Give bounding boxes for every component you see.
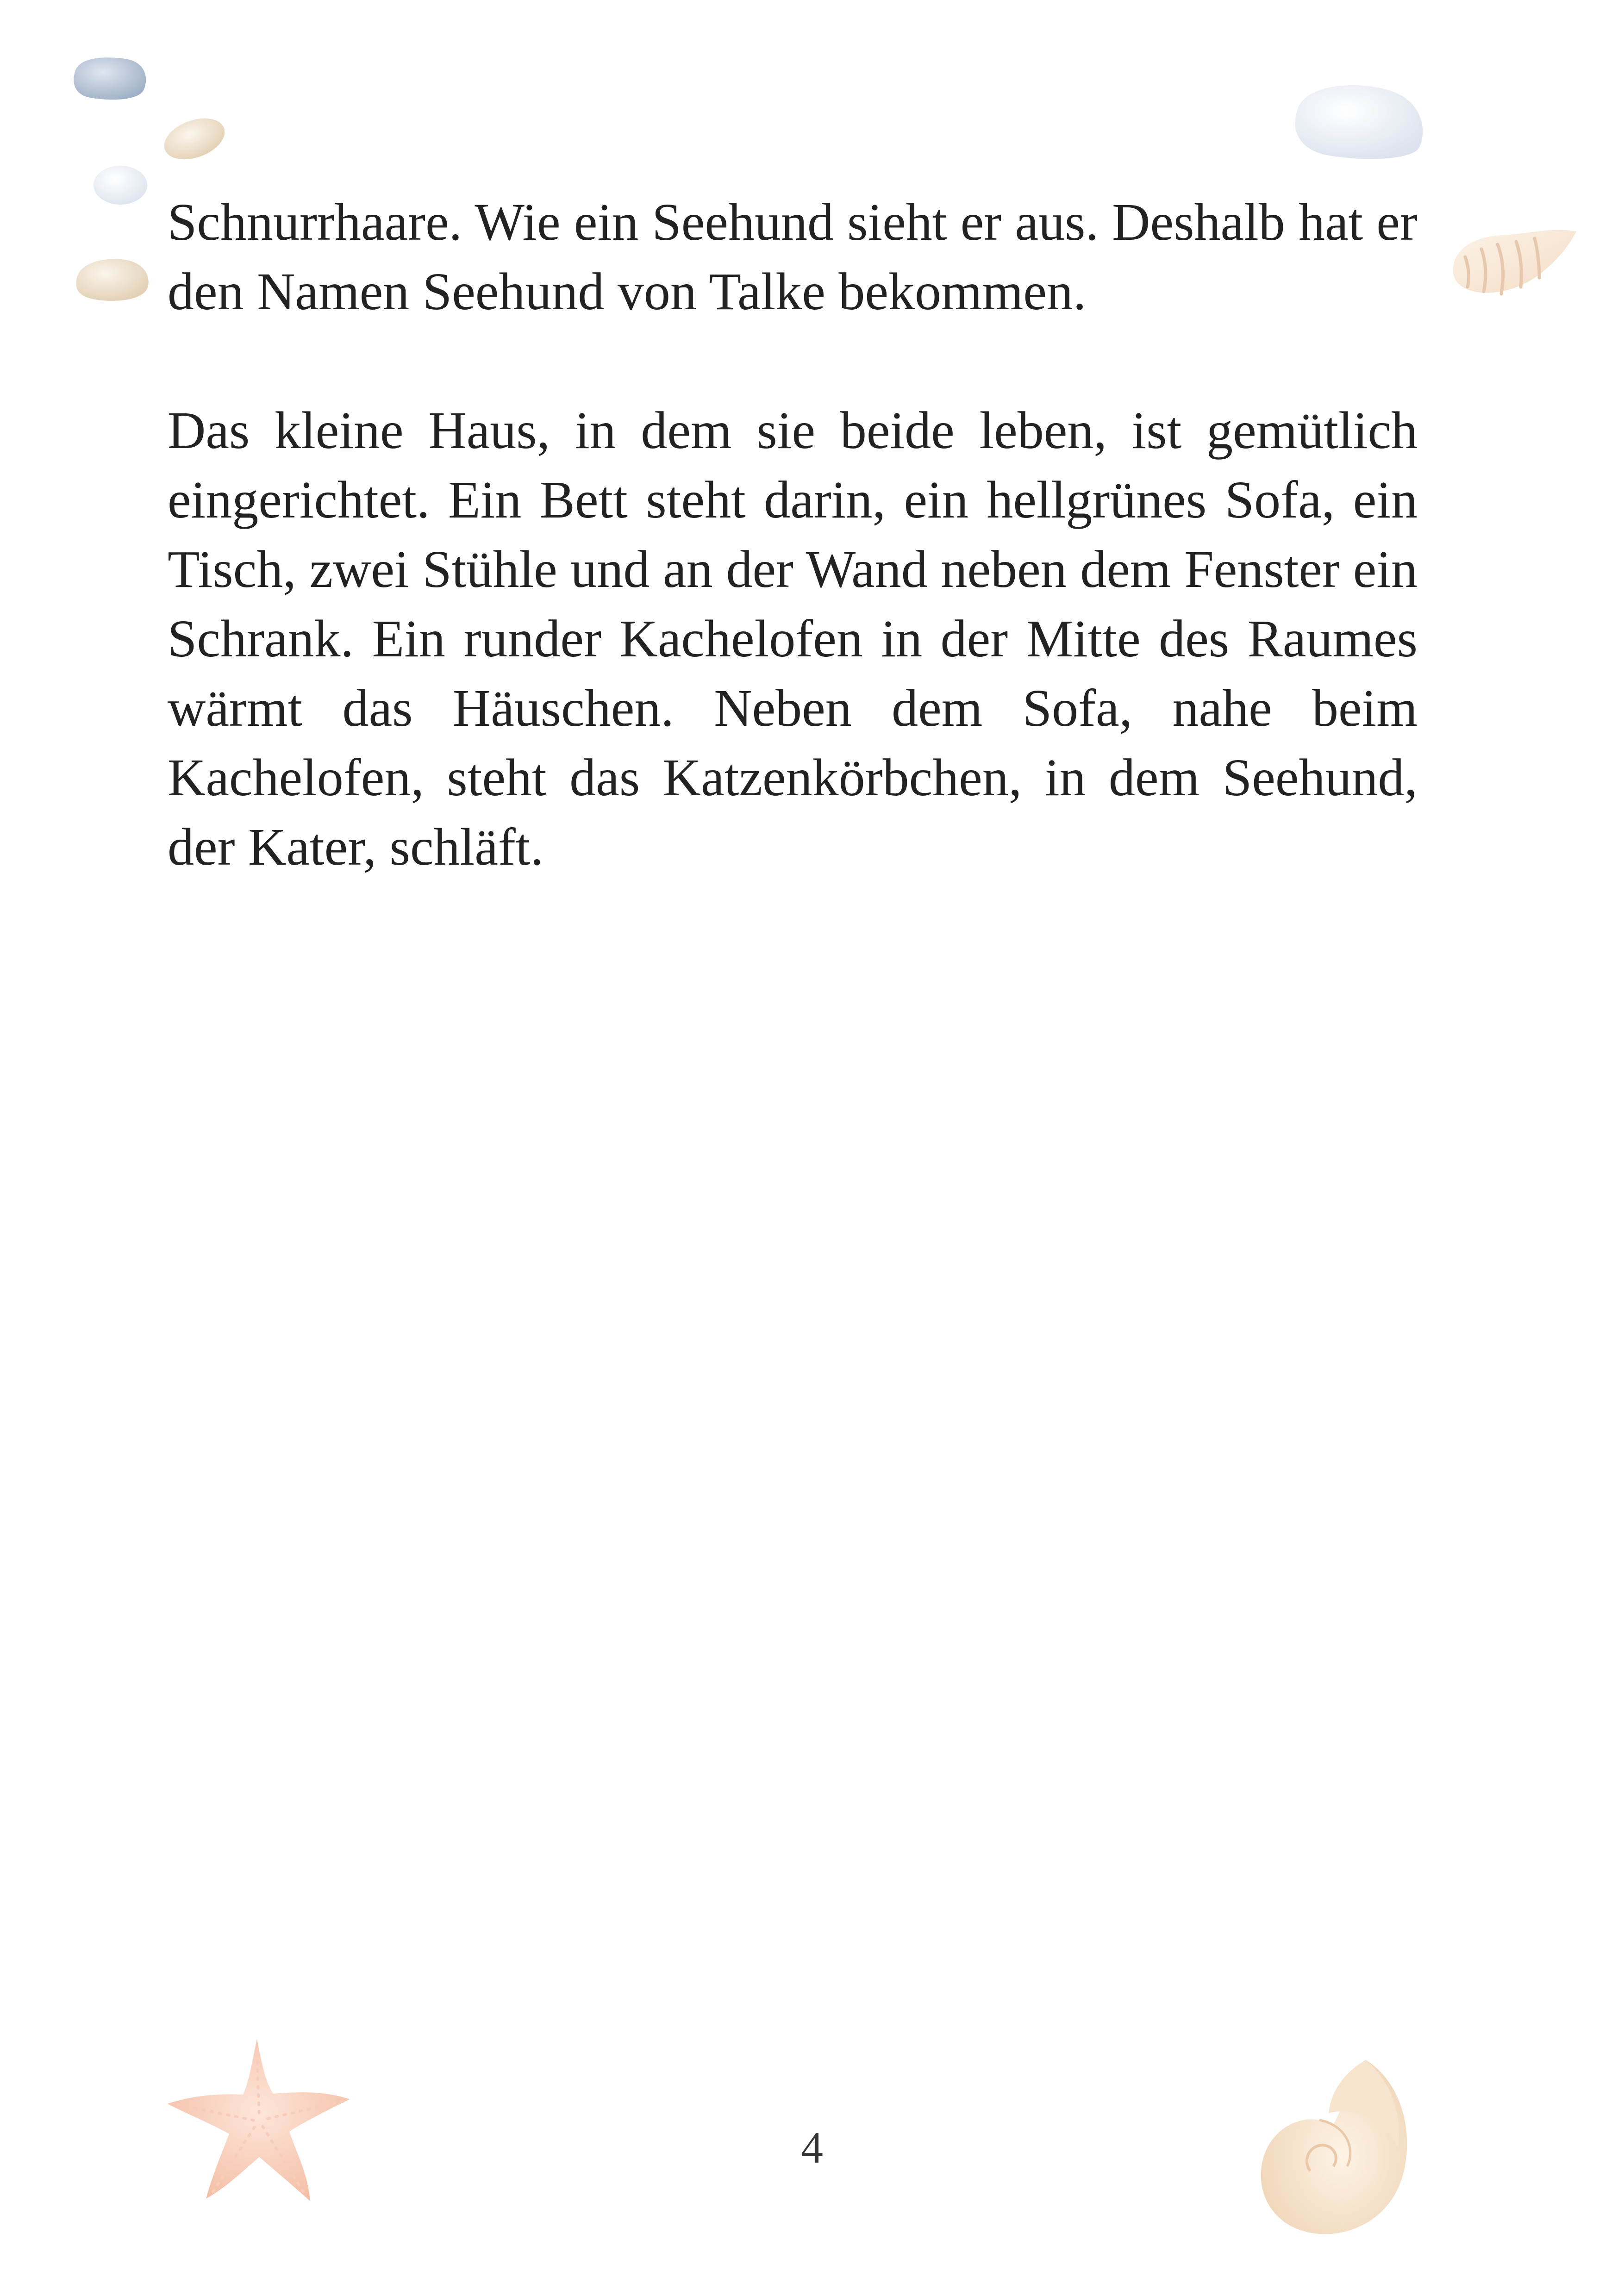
pebble-icon: [69, 53, 150, 104]
nautilus-shell-icon: [1250, 2055, 1417, 2240]
pebble-icon: [160, 113, 229, 164]
pebble-icon: [1289, 79, 1428, 162]
shell-icon: [1447, 218, 1581, 301]
paragraph: Schnurrhaare. Wie ein Seehund sieht er aus. Deshalb hat er den Namen Seehund von Talke bekommen.: [168, 193, 1418, 321]
pebble-icon: [72, 252, 153, 306]
paragraph: Das kleine Haus, in dem sie beide leben, ist gemütlich eingerichtet. Ein Bett steht darin, ein hellgrünes Sofa, ein Tisch, zwei Stühle und an der Wand neben dem Fenster ein Schrank. Ein runder Kachelofen in der Mitte des Raumes wärmt das Häuschen. Neben dem Sofa, nahe beim Kachelofen, steht das Katzenkörbchen, in dem Seehund, der Kater, schläft.: [168, 401, 1418, 876]
pebble-icon: [90, 162, 150, 208]
page-number: 4: [801, 2123, 823, 2172]
body-text: [168, 187, 1418, 882]
